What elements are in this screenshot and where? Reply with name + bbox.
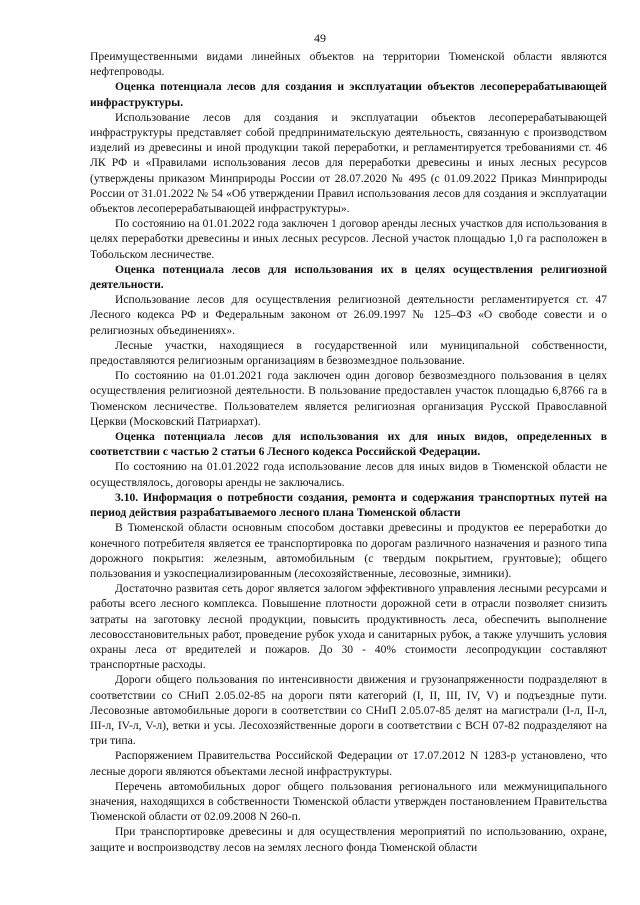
paragraph: В Тюменской области основным способом доставки древесины и продуктов ее переработки до конечного потребителя является ее транспортировка по дорогам различного назначения и разного типа дорожного покрытия: железным, автомобильным (с твердым покрытием, грунтовые); общего пользования и узкоспециализированным (лесохозяйственные, лесовозные, зимники). xyxy=(90,521,607,580)
section-heading: Оценка потенциала лесов для создания и эксплуатации объектов лесоперерабатывающей инфраструктуры. xyxy=(90,80,607,109)
paragraph: Перечень автомобильных дорог общего пользования регионального или межмуниципального значения, находящихся в собственности Тюменской области утвержден постановлением Правительства Тюменской области от 02.09.2008 N 260-п. xyxy=(90,779,607,824)
paragraph: Дороги общего пользования по интенсивности движения и грузонапряженности подразделяют в соответствии со СНиП 2.05.02-85 на дороги пяти категорий (I, II, III, IV, V) и подъездные пути. Лесовозные автомобильные дороги в соответствии со СНиП 2.05.07-85 делят на магистрали (I-л, II-л, III-л, IV-л, V-л), ветки и усы. Лесохозяйственные дороги в соответствии с ВСН 07-82 подразделяют на три типа. xyxy=(90,673,607,748)
paragraph: По состоянию на 01.01.2022 года использование лесов для иных видов в Тюменской области не осуществлялось, договоры аренды не заключались. xyxy=(90,460,607,489)
paragraph: Использование лесов для осуществления религиозной деятельности регламентируется ст. 47 Лесного кодекса РФ и Федеральным законом от 26.09.1997 № 125–ФЗ «О свободе совести и о религиозных объединениях». xyxy=(90,293,607,337)
section-heading: 3.10. Информация о потребности создания, ремонта и содержания транспортных путей на период действия разрабатываемого лесного плана Тюменской области xyxy=(90,490,607,520)
paragraph: По состоянию на 01.01.2022 года заключен 1 договор аренды лесных участков для использования в целях переработки древесины и иных лесных ресурсов. Лесной участок площадью 1,0 га расположен в Тобольском лесничестве. xyxy=(90,217,607,261)
paragraph: Использование лесов для создания и эксплуатации объектов лесоперерабатывающей инфраструктуры представляет собой предпринимательскую деятельность, связанную с производством изделий из древесины и иной продукции такой переработки, и регламентируется требованиями ст. 46 ЛК РФ и «Правилами использования лесов для переработки древесины и иных лесных ресурсов (утверждены приказом Минприроды России от 28.07.2020 № 495 (с 01.09.2022 Приказ Минприроды России от 31.01.2022 № 54 «Об утверждении Правил использования лесов для создания и эксплуатации объектов лесоперерабатывающей инфраструктуры». xyxy=(90,110,607,216)
section-heading: Оценка потенциала лесов для использования их для иных видов, определенных в соответствии с частью 2 статьи 6 Лесного кодекса Российской Федерации. xyxy=(90,430,607,459)
document-body xyxy=(90,49,607,855)
paragraph: Преимущественными видами линейных объектов на территории Тюменской области являются нефтепроводы. xyxy=(90,50,607,79)
paragraph: По состоянию на 01.01.2021 года заключен один договор безвозмездного пользования в целях осуществления религиозной деятельности. В пользование предоставлен участок площадью 6,8766 га в Тюменском лесничестве. Пользователем является религиозная организация Русской Православной Церкви (Московский Патриархат). xyxy=(90,369,607,428)
paragraph: Лесные участки, находящиеся в государственной или муниципальной собственности, предоставляются религиозным организациям в безвозмездное пользование. xyxy=(90,338,607,368)
paragraph: При транспортировке древесины и для осуществления мероприятий по использованию, охране, защите и воспроизводству лесов на землях лесного фонда Тюменской области xyxy=(90,825,607,854)
paragraph: Достаточно развитая сеть дорог является залогом эффективного управления лесными ресурсами и работы всего лесного комплекса. Повышение плотности дорожной сети в отрасли позволяет снизить затраты на заготовку лесной продукции, повысить продуктивность леса, обеспечить выполнение лесовосстановительных работ, проведение рубок ухода и санитарных рубок, а также улучшить условия охраны леса от вредителей и пожаров. До 30 - 40% стоимости лесопродукции составляют транспортные расходы. xyxy=(90,582,607,672)
section-heading: Оценка потенциала лесов для использования их в целях осуществления религиозной деятельности. xyxy=(90,262,607,292)
paragraph: Распоряжением Правительства Российской Федерации от 17.07.2012 N 1283-р установлено, что лесные дороги являются объектами лесной инфраструктуры. xyxy=(90,749,607,778)
page-number: 49 xyxy=(314,31,326,45)
